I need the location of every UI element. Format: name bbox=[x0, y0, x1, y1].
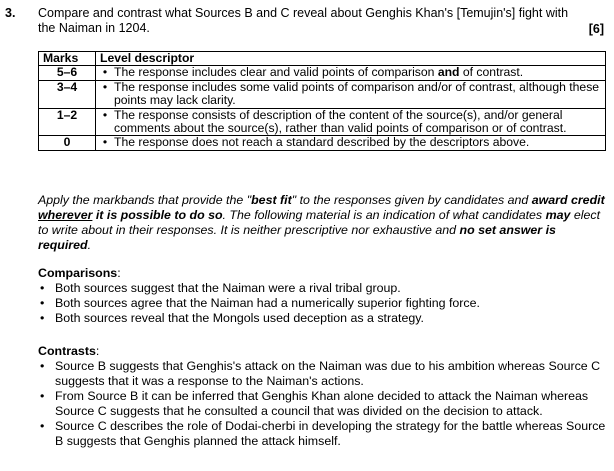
list-item: • Source C describes the role of Dodai-cherbi in developing the strategy for the battle whereas Source B suggests that Genghis planned the attack himself. bbox=[38, 419, 608, 449]
question-text: Compare and contrast what Sources B and C reveal about Genghis Khan's [Temujin's] fight with the Naiman in 1204. bbox=[38, 6, 569, 35]
list-item: • Source B suggests that Genghis's attack on the Naiman was due to his ambition whereas Source C suggests that it was a response to the Naiman's actions. bbox=[38, 359, 608, 389]
bullet: • bbox=[102, 135, 108, 150]
contrasts-heading: Contrasts bbox=[38, 344, 96, 358]
list-item: • From Source B it can be inferred that Genghis Khan alone decided to attack the Naiman whereas Source C suggests that he consulted a council that was divided on the decision to attack. bbox=[38, 389, 608, 419]
markband-descriptor bbox=[96, 136, 606, 150]
heading-colon: : bbox=[95, 344, 100, 358]
descriptor-text: The response consists of description of the content of the source(s), and/or general comments about the source(s), rather than valid points of comparison or of contrast. bbox=[114, 107, 567, 136]
question-marks: [6] bbox=[588, 22, 604, 36]
guidance-emphasis: may bbox=[545, 208, 571, 222]
markband-row bbox=[39, 66, 606, 80]
markband-descriptor bbox=[96, 66, 606, 80]
list-item: • Both sources suggest that the Naiman were a rival tribal group. bbox=[38, 281, 608, 296]
descriptor-text: The response includes clear and valid points of comparison bbox=[114, 65, 438, 80]
level-descriptor-header: Level descriptor bbox=[96, 52, 606, 66]
question-number: 3. bbox=[5, 6, 16, 20]
markband-marks: 1–2 bbox=[39, 108, 96, 136]
descriptor-text: The response includes some valid points of comparison and/or of contrast, although these points may lack clarity. bbox=[114, 79, 600, 108]
bullet: • bbox=[102, 65, 108, 80]
markband-row bbox=[39, 136, 606, 150]
guidance-emphasis: no set answer is required bbox=[38, 223, 556, 252]
comparisons-heading: Comparisons bbox=[38, 266, 118, 280]
guidance-underline: wherever bbox=[38, 208, 93, 222]
guidance-text: Apply the markbands that provide the " bbox=[38, 193, 252, 207]
markband-marks: 0 bbox=[39, 136, 96, 150]
list-item: • Both sources reveal that the Mongols used deception as a strategy. bbox=[38, 311, 608, 326]
markband-marks: 5–6 bbox=[39, 66, 96, 80]
guidance-text: . bbox=[87, 238, 92, 252]
markband-row bbox=[39, 108, 606, 136]
bullet: • bbox=[102, 107, 108, 122]
bullet: • bbox=[102, 79, 108, 94]
descriptor-text: The response does not reach a standard described by the descriptors above. bbox=[114, 135, 530, 150]
guidance-text: " to the responses given by candidates and bbox=[291, 193, 532, 207]
guidance-text: . The following material is an indication of what candidates bbox=[222, 208, 546, 222]
markband-descriptor bbox=[96, 80, 606, 108]
heading-colon: : bbox=[117, 266, 121, 280]
descriptor-emphasis: and bbox=[437, 65, 460, 80]
contrasts-section bbox=[38, 344, 608, 449]
marks-column-header: Marks bbox=[39, 52, 96, 66]
list-item: • Both sources agree that the Naiman had a numerically superior fighting force. bbox=[38, 296, 608, 311]
markband-descriptor bbox=[96, 108, 606, 136]
guidance-text: elect to write about in their responses. It is neither prescriptive nor exhaustive and bbox=[38, 208, 601, 237]
guidance-emphasis: it is possible to do so bbox=[92, 208, 223, 222]
comparisons-section bbox=[38, 266, 608, 326]
marking-guidance bbox=[38, 193, 608, 253]
descriptor-text-end: of contrast. bbox=[459, 65, 524, 80]
guidance-emphasis: best fit bbox=[251, 193, 292, 207]
markband-table bbox=[38, 51, 606, 151]
guidance-emphasis: award credit bbox=[531, 193, 605, 207]
markband-marks: 3–4 bbox=[39, 80, 96, 108]
markband-row bbox=[39, 80, 606, 108]
